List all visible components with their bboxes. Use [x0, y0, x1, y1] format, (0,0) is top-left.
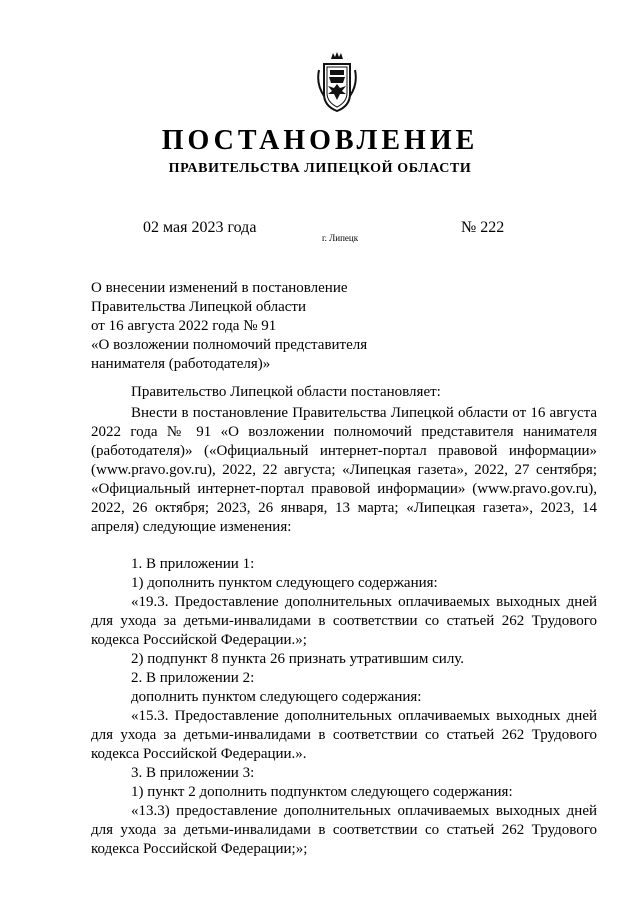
- intro-paragraph: Внести в постановление Правительства Липецкой области от 16 августа 2022 года № 91 «О возложении полномочий представителя нанимателя (работодателя)» («Официальный интернет-портал правовой информации» (www.pravo.gov.ru), 2022, 22 августа; «Липецкая газета», 2022, 27 сентября; «Официальный интернет-портал правовой информации» (www.pravo.gov.ru), 2022, 26 октября; 2023, 26 января, 13 марта; «Липецкая газета», 2023, 14 апреля) следующие изменения:: [91, 405, 597, 535]
- amendment-text: «19.3. Предоставление дополнительных оплачиваемых выходных дней для ухода за детьми-инвалидами в соответствии со статьей 262 Трудового кодекса Российской Федерации.»;: [91, 594, 597, 648]
- amendment-heading: 2. В приложении 2:: [131, 670, 255, 686]
- amendment-item: 1) пункт 2 дополнить подпунктом следующего содержания:: [131, 784, 513, 800]
- amendment-heading: 3. В приложении 3:: [131, 765, 255, 781]
- amendment-item: 2) подпункт 8 пункта 26 признать утратившим силу.: [131, 651, 465, 667]
- document-body: [91, 404, 597, 859]
- document-title: ПОСТАНОВЛЕНИЕ: [161, 125, 479, 156]
- subject-line: О внесении изменений в постановление: [91, 280, 348, 296]
- document-date: 02 мая 2023 года: [143, 219, 257, 236]
- amendment-text: «13.3) предоставление дополнительных оплачиваемых выходных дней для ухода за детьми-инвалидами в соответствии со статьей 262 Трудового кодекса Российской Федерации;»;: [91, 803, 597, 857]
- amendments-list: [91, 555, 597, 859]
- issuing-authority: ПРАВИТЕЛЬСТВА ЛИПЕЦКОЙ ОБЛАСТИ: [168, 161, 472, 176]
- amendment-item: 1) дополнить пунктом следующего содержания:: [131, 575, 438, 591]
- subject-line: нанимателя (работодателя)»: [91, 356, 271, 372]
- document-subject: [91, 279, 421, 374]
- amendment-item: дополнить пунктом следующего содержания:: [131, 689, 422, 705]
- document-number: № 222: [461, 219, 505, 236]
- subject-line: от 16 августа 2022 года № 91: [91, 318, 277, 334]
- document-city: г. Липецк: [322, 233, 359, 243]
- preamble: Правительство Липецкой области постановляет:: [131, 384, 441, 400]
- subject-line: Правительства Липецкой области: [91, 299, 307, 315]
- amendment-heading: 1. В приложении 1:: [131, 556, 255, 572]
- subject-line: «О возложении полномочий представителя: [91, 337, 368, 353]
- coat-of-arms-icon: [315, 50, 359, 114]
- amendment-text: «15.3. Предоставление дополнительных оплачиваемых выходных дней для ухода за детьми-инвалидами в соответствии со статьей 262 Трудового кодекса Российской Федерации.».: [91, 708, 597, 762]
